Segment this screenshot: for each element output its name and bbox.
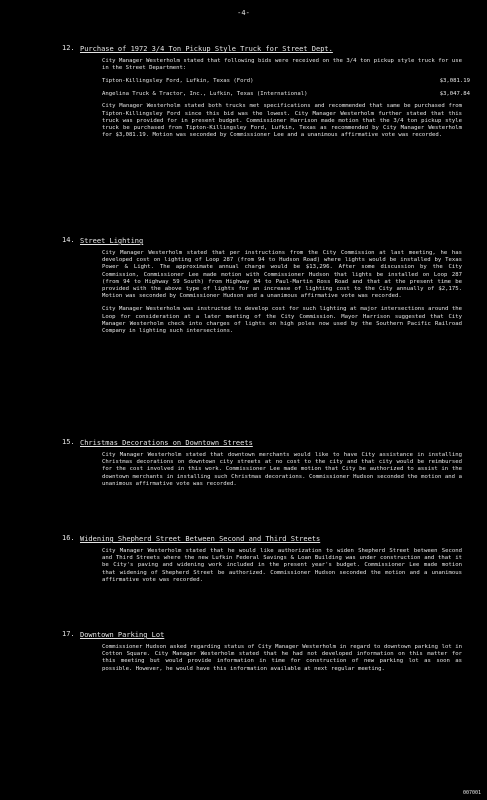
- item-number: 17.: [62, 630, 75, 638]
- agenda-item-14: [62, 236, 470, 335]
- bid-row: [102, 91, 470, 99]
- item-heading: Widening Shepherd Street Between Second and Third Streets: [80, 535, 321, 543]
- item-number: 14.: [62, 236, 75, 244]
- bidder-name: Angelina Truck & Tractor, Inc., Lufkin, Texas (International): [102, 91, 308, 98]
- agenda-item-16: [62, 534, 470, 584]
- item-heading: Christmas Decorations on Downtown Streets: [80, 439, 253, 447]
- bidder-name: Tipton-Killingsley Ford, Lufkin, Texas (Ford): [102, 78, 254, 85]
- item-paragraph: City Manager Westerholm stated that downtown merchants would like to have City assistance in installing Christmas decorations on downtown city streets at no cost to the city and that city would be reimbursed for the cost involved in this work. Commissioner Lee made motion that City be authorized to assist in the downtown merchants in installing such Christmas decorations. Commissioner Hudson seconded the motion and a unanimous affirmative vote was recorded.: [102, 452, 462, 487]
- item-paragraph: City Manager Westerholm stated that per instructions from the City Commission at last meeting, he has developed cost on lighting of Loop 287 (from 94 to Hudson Road) where lights would be installed by Texas Power & Light. The approximate annual charge would be $13,296. After some discussion by the City Commission, Commissioner Lee made motion with Commissioner Hudson that lights be installed on Loop 287 (from 94 to Highway 59 South) from Highway 94 to Paul-Martin Ross Road and that at the present time be provided with the above type of lights for an increase of lighting cost to the City annually of $2,175. Motion was seconded by Commissioner Hudson and a unanimous affirmative vote was recorded.: [102, 250, 462, 300]
- item-paragraph: City Manager Westerholm stated that he would like authorization to widen Shepherd Street between Second and Third Streets where the new Lufkin Federal Savings & Loan Building was under construction and that it be City's paving and widening work included in the present year's budget. Commissioner Lee made motion that widening of Shepherd Street be authorized. Commissioner Hudson seconded the motion and a unanimous affirmative vote was recorded.: [102, 548, 462, 583]
- item-paragraph: City Manager Westerholm was instructed to develop cost for such lighting at major intersections around the Loop for consideration at a later meeting of the City Commission. Mayor Harrison suggested that City Manager Westerholm check into charges of lights on high poles now used by the Southern Pacific Railroad Company in lighting such intersections.: [102, 306, 462, 335]
- bid-amount: $3,081.19: [439, 78, 470, 85]
- agenda-item-17: [62, 630, 470, 673]
- item-number: 12.: [62, 44, 75, 52]
- item-paragraph: City Manager Westerholm stated that following bids were received on the 3/4 ton pickup style truck for use in the Street Department:: [102, 58, 462, 72]
- item-paragraph: Commissioner Hudson asked regarding status of City Manager Westerholm in regard to downtown parking lot in Cotton Square. City Manager Westerholm stated that he had not developed information on this matter for this meeting but would provide information in time for construction of new parking lot as soon as possible. However, he would have this information available at next regular meeting.: [102, 644, 462, 672]
- bid-amount: $3,047.84: [439, 91, 470, 98]
- item-paragraph: City Manager Westerholm stated both trucks met specifications and recommended that same be purchased from Tipton-Killingsley Ford since this bid was the lowest. City Manager Westerholm further stated that this truck was provided for in present budget. Commissioner Harrison made motion that the 3/4 ton pickup style truck be purchased from Tipton-Killingsley Ford, Lufkin, Texas as recommended by City Manager Westerholm for $3,081.19. Motion was seconded by Commissioner Lee and a unanimous affirmative vote was recorded.: [102, 103, 462, 139]
- item-heading: Downtown Parking Lot: [80, 631, 165, 639]
- item-number: 16.: [62, 534, 75, 542]
- page-number: -4-: [237, 9, 250, 17]
- bid-row: [102, 78, 470, 86]
- archive-stamp: 007001: [462, 790, 481, 796]
- item-heading: Purchase of 1972 3/4 Ton Pickup Style Truck for Street Dept.: [80, 45, 333, 53]
- agenda-item-15: [62, 438, 470, 488]
- item-heading: Street Lighting: [80, 237, 144, 245]
- item-number: 15.: [62, 438, 75, 446]
- agenda-item-12: [62, 44, 470, 139]
